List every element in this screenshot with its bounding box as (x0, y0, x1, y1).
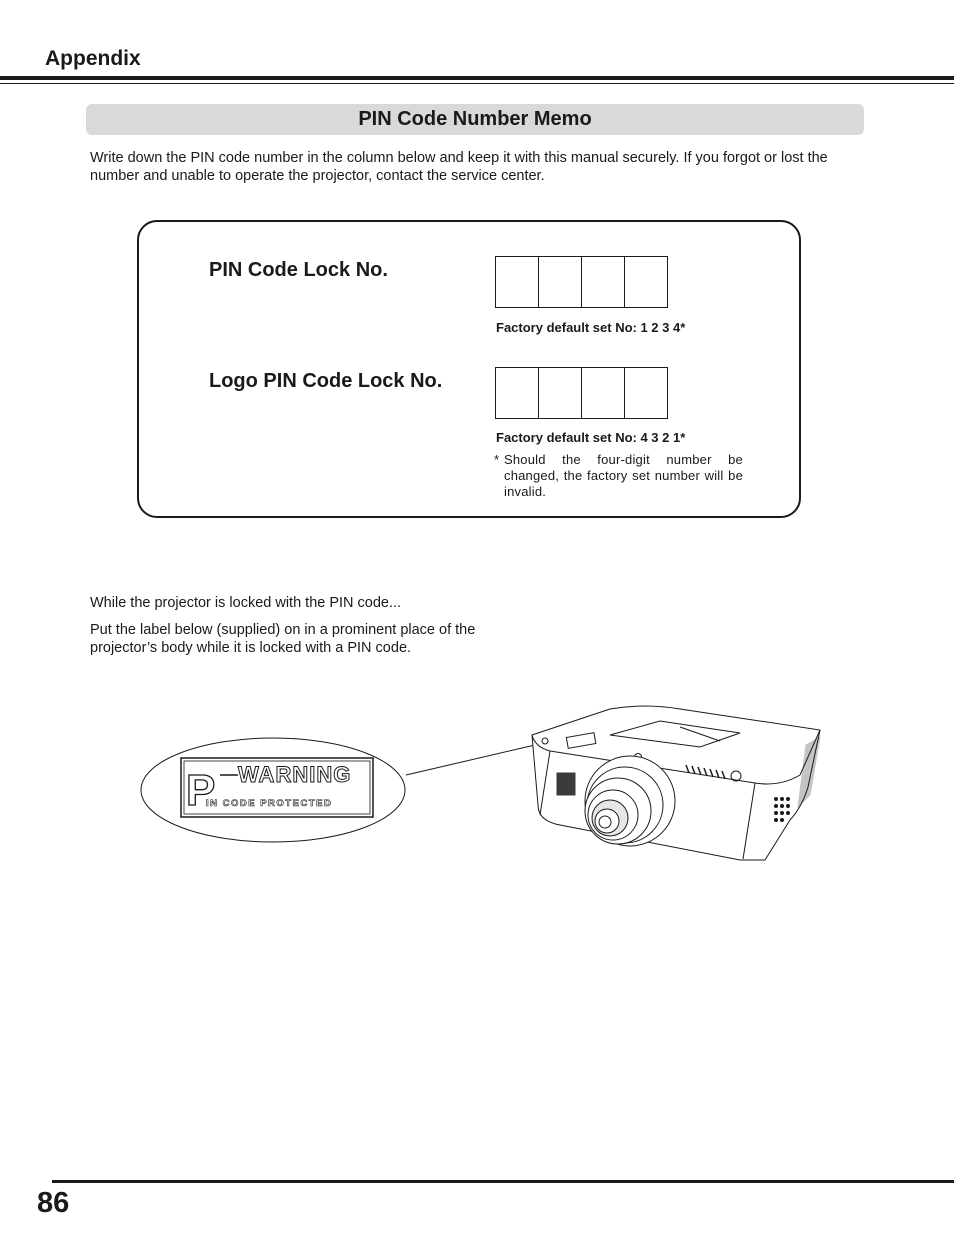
logo-digit-cell (582, 367, 625, 419)
section-title: PIN Code Number Memo (358, 108, 592, 130)
projector-label-illustration (140, 695, 830, 870)
logo-digit-cell (625, 367, 668, 419)
projector-drawing (532, 706, 820, 860)
section-title-bar (86, 104, 864, 135)
pin-digit-cell (495, 256, 539, 308)
pin-code-digit-boxes (495, 256, 668, 308)
label-instruction-text: Put the label below (supplied) on in a prominent place of the projector’s body while it is locked with a PIN code. (90, 622, 476, 656)
logo-factory-default: Factory default set No: 4 3 2 1* (496, 430, 686, 445)
note-asterisk: * (494, 452, 500, 467)
pin-factory-default: Factory default set No: 1 2 3 4* (496, 320, 686, 335)
callout-line (406, 745, 535, 775)
logo-digit-cell (539, 367, 582, 419)
header-rule (0, 76, 954, 80)
projector-lens (585, 756, 675, 846)
pin-code-label: PIN Code Lock No. (209, 259, 388, 281)
sticker-warning-word: WARNING (238, 762, 352, 787)
factory-note (494, 452, 743, 500)
logo-digit-cell (495, 367, 539, 419)
pin-digit-cell (582, 256, 625, 308)
locked-intro-text: While the projector is locked with the PIN code... (90, 595, 402, 611)
pin-digit-cell (625, 256, 668, 308)
section-header: Appendix (45, 47, 141, 70)
logo-pin-digit-boxes (495, 367, 668, 419)
note-text: Should the four-digit number be changed, the factory set number will be invalid. (504, 452, 743, 499)
header-rule-thin (0, 83, 954, 84)
intro-paragraph: Write down the PIN code number in the column below and keep it with this manual securely. If you forgot or lost the number and unable to operate the projector, contact the service center. (90, 150, 828, 184)
footer-rule (52, 1180, 954, 1183)
sticker-letter: P (186, 766, 216, 815)
pin-warning-sticker (181, 758, 373, 817)
pin-digit-cell (539, 256, 582, 308)
sticker-subtext: IN CODE PROTECTED (206, 798, 333, 809)
logo-pin-code-label: Logo PIN Code Lock No. (209, 370, 443, 392)
page-number: 86 (37, 1187, 70, 1219)
